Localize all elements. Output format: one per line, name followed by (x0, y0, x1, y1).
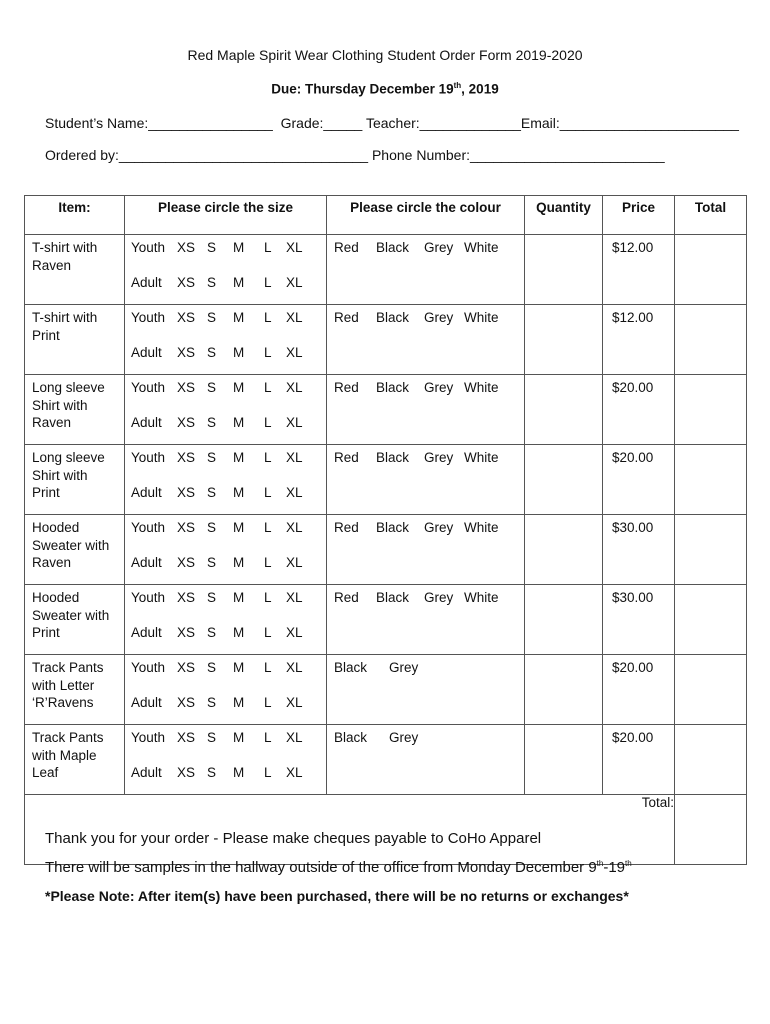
item-name-cell (25, 445, 125, 515)
row-total-field[interactable] (675, 235, 747, 305)
price-cell (603, 515, 675, 585)
size-option[interactable]: L (264, 730, 272, 745)
price-cell (603, 445, 675, 515)
size-group-label: Youth (131, 590, 166, 605)
colour-options-cell (327, 305, 525, 375)
size-option[interactable]: L (264, 450, 272, 465)
row-total-field[interactable] (675, 305, 747, 375)
item-name-line: with Maple (32, 747, 97, 763)
table-row (25, 375, 747, 445)
size-option[interactable]: S (207, 520, 217, 535)
colour-options-cell (327, 655, 525, 725)
size-option[interactable]: S (207, 240, 217, 255)
size-option[interactable]: M (233, 625, 245, 640)
price-value: $20.00 (612, 730, 654, 745)
price-cell (603, 235, 675, 305)
size-group-label: Youth (131, 730, 166, 745)
size-option[interactable]: M (233, 415, 245, 430)
size-option[interactable]: XS (177, 240, 196, 255)
adult-size-row (131, 485, 326, 502)
colour-option[interactable]: White (464, 450, 499, 465)
row-total-field[interactable] (675, 515, 747, 585)
price-value: $12.00 (612, 240, 654, 255)
item-name-line: Print (32, 485, 60, 500)
size-option[interactable]: M (233, 660, 245, 675)
size-option[interactable]: L (264, 660, 272, 675)
row-total-field[interactable] (675, 375, 747, 445)
size-option[interactable]: L (264, 555, 272, 570)
size-option[interactable]: XL (286, 555, 303, 570)
item-name-line: Shirt with (32, 397, 88, 413)
quantity-field[interactable] (525, 445, 603, 515)
size-option[interactable]: XS (177, 765, 196, 780)
header-total: Total (675, 196, 747, 235)
item-name-line: Sweater with (32, 537, 110, 553)
size-option[interactable]: XS (177, 345, 196, 360)
colour-option[interactable]: Grey (424, 450, 454, 465)
size-option[interactable]: S (207, 555, 217, 570)
item-name-line: ‘R’Ravens (32, 695, 94, 710)
size-options-cell (125, 235, 327, 305)
table-row (25, 585, 747, 655)
table-row (25, 725, 747, 795)
price-cell (603, 655, 675, 725)
size-option[interactable]: XS (177, 660, 196, 675)
youth-size-row (131, 660, 326, 677)
colour-option[interactable]: Red (334, 380, 359, 395)
item-name-line: Print (32, 625, 60, 640)
size-group-label: Youth (131, 310, 166, 325)
price-value: $20.00 (612, 380, 654, 395)
size-option[interactable]: L (264, 415, 272, 430)
size-option[interactable]: M (233, 450, 245, 465)
table-row (25, 515, 747, 585)
table-header-row (25, 196, 747, 235)
size-options-cell (125, 725, 327, 795)
size-option[interactable]: XL (286, 415, 303, 430)
size-option[interactable]: XL (286, 695, 303, 710)
item-name-cell (25, 585, 125, 655)
adult-size-row (131, 695, 326, 712)
header-price: Price (603, 196, 675, 235)
size-group-label: Youth (131, 380, 166, 395)
colour-options-cell (327, 725, 525, 795)
size-option[interactable]: S (207, 345, 217, 360)
size-option[interactable]: XL (286, 625, 303, 640)
item-name-line: with Letter (32, 677, 95, 693)
size-option[interactable]: S (207, 730, 217, 745)
size-option[interactable]: S (207, 625, 217, 640)
size-group-label: Adult (131, 695, 162, 710)
colour-option[interactable]: Grey (424, 240, 454, 255)
size-option[interactable]: S (207, 765, 217, 780)
item-name-line: Track Pants (32, 660, 104, 675)
item-name-line: Long sleeve (32, 380, 105, 395)
item-name-line: Raven (32, 555, 72, 570)
size-option[interactable]: L (264, 625, 272, 640)
size-option[interactable]: XL (286, 310, 303, 325)
item-name-cell (25, 235, 125, 305)
size-group-label: Adult (131, 555, 162, 570)
colour-option[interactable]: Black (376, 310, 410, 325)
size-option[interactable]: L (264, 310, 272, 325)
item-name-line: T-shirt with (32, 240, 98, 255)
quantity-field[interactable] (525, 655, 603, 725)
size-option[interactable]: M (233, 765, 245, 780)
price-value: $12.00 (612, 310, 654, 325)
colour-option[interactable]: Grey (424, 520, 454, 535)
item-name-line: Print (32, 327, 60, 343)
size-option[interactable]: L (264, 590, 272, 605)
size-option[interactable]: M (233, 520, 245, 535)
size-option[interactable]: M (233, 730, 245, 745)
grand-total-field[interactable] (675, 795, 747, 865)
form-title: Red Maple Spirit Wear Clothing Student Order Form 2019-2020 (187, 47, 583, 63)
due-date: Due: Thursday December 19th, 2019 (271, 81, 499, 97)
youth-size-row (131, 240, 326, 257)
colour-option[interactable]: Grey (424, 310, 454, 325)
size-option[interactable]: XS (177, 730, 196, 745)
thanks-note: Thank you for your order - Please make cheques payable to CoHo Apparel (45, 830, 542, 847)
size-option[interactable]: XL (286, 450, 303, 465)
size-option[interactable]: XL (286, 660, 303, 675)
table-row (25, 445, 747, 515)
price-value: $30.00 (612, 520, 654, 535)
item-name-line: Leaf (32, 765, 59, 780)
size-option[interactable]: XS (177, 590, 196, 605)
colour-option[interactable]: White (464, 310, 499, 325)
item-name-line: Shirt with (32, 467, 88, 483)
header-colour: Please circle the colour (327, 196, 525, 235)
size-option[interactable]: XL (286, 730, 303, 745)
row-total-field[interactable] (675, 445, 747, 515)
item-name-line: Raven (32, 257, 72, 273)
size-option[interactable]: XL (286, 380, 303, 395)
colour-options-cell (327, 515, 525, 585)
colour-option[interactable]: Grey (424, 590, 454, 605)
item-name-line: Sweater with (32, 607, 110, 623)
quantity-field[interactable] (525, 585, 603, 655)
size-option[interactable]: L (264, 380, 272, 395)
item-name-cell (25, 725, 125, 795)
youth-size-row (131, 730, 326, 747)
size-options-cell (125, 305, 327, 375)
size-option[interactable]: M (233, 555, 245, 570)
price-cell (603, 305, 675, 375)
size-option[interactable]: XS (177, 695, 196, 710)
adult-size-row (131, 275, 326, 292)
size-options-cell (125, 375, 327, 445)
size-option[interactable]: M (233, 590, 245, 605)
ordered-by-line[interactable]: Ordered by:________________________________ Phone Number:_________________________ (45, 147, 665, 163)
grand-total-label: Total: (25, 795, 675, 865)
item-name-line: T-shirt with (32, 310, 98, 325)
quantity-field[interactable] (525, 305, 603, 375)
size-group-label: Adult (131, 415, 162, 430)
colour-option[interactable]: Red (334, 450, 359, 465)
size-option[interactable]: M (233, 695, 245, 710)
size-option[interactable]: M (233, 345, 245, 360)
colour-option[interactable]: Black (376, 590, 410, 605)
colour-options-cell (327, 235, 525, 305)
size-options-cell (125, 655, 327, 725)
youth-size-row (131, 310, 326, 327)
quantity-field[interactable] (525, 235, 603, 305)
colour-options-cell (327, 585, 525, 655)
youth-size-row (131, 450, 326, 467)
student-info-line[interactable]: Student’s Name:________________ Grade:_____ Teacher:_____________Email:_______________________ (45, 115, 739, 131)
adult-size-row (131, 415, 326, 432)
adult-size-row (131, 765, 326, 782)
size-option[interactable]: L (264, 765, 272, 780)
size-option[interactable]: S (207, 275, 217, 290)
size-group-label: Adult (131, 765, 162, 780)
youth-size-row (131, 380, 326, 397)
header-size: Please circle the size (125, 196, 327, 235)
size-options-cell (125, 515, 327, 585)
item-name-cell (25, 375, 125, 445)
colour-option[interactable]: Black (376, 380, 410, 395)
colour-option[interactable]: Red (334, 310, 359, 325)
youth-size-row (131, 520, 326, 537)
colour-option[interactable]: Grey (424, 380, 454, 395)
size-option[interactable]: XL (286, 590, 303, 605)
quantity-field[interactable] (525, 725, 603, 795)
size-option[interactable]: XL (286, 240, 303, 255)
size-option[interactable]: M (233, 240, 245, 255)
row-total-field[interactable] (675, 655, 747, 725)
size-option[interactable]: S (207, 380, 217, 395)
size-option[interactable]: M (233, 275, 245, 290)
size-group-label: Youth (131, 660, 166, 675)
size-options-cell (125, 445, 327, 515)
table-row (25, 305, 747, 375)
size-option[interactable]: XS (177, 520, 196, 535)
price-value: $20.00 (612, 450, 654, 465)
adult-size-row (131, 555, 326, 572)
header-item: Item: (25, 196, 125, 235)
item-name-cell (25, 655, 125, 725)
colour-option[interactable]: White (464, 240, 499, 255)
colour-option[interactable]: Black (376, 240, 410, 255)
size-option[interactable]: S (207, 695, 217, 710)
item-name-line: Track Pants (32, 730, 104, 745)
size-option[interactable]: XL (286, 275, 303, 290)
order-table (24, 195, 747, 865)
price-cell (603, 585, 675, 655)
size-option[interactable]: XS (177, 380, 196, 395)
size-group-label: Youth (131, 240, 166, 255)
table-row (25, 655, 747, 725)
colour-option[interactable]: White (464, 590, 499, 605)
item-name-line: Hooded (32, 520, 80, 535)
size-option[interactable]: S (207, 450, 217, 465)
item-name-line: Long sleeve (32, 450, 105, 465)
price-value: $30.00 (612, 590, 654, 605)
size-options-cell (125, 585, 327, 655)
item-name-cell (25, 305, 125, 375)
size-option[interactable]: XS (177, 555, 196, 570)
size-option[interactable]: M (233, 310, 245, 325)
price-cell (603, 725, 675, 795)
size-group-label: Adult (131, 625, 162, 640)
youth-size-row (131, 590, 326, 607)
size-option[interactable]: XL (286, 345, 303, 360)
size-option[interactable]: S (207, 485, 217, 500)
size-option[interactable]: XL (286, 485, 303, 500)
colour-option[interactable]: Grey (389, 730, 419, 745)
size-option[interactable]: S (207, 415, 217, 430)
quantity-field[interactable] (525, 375, 603, 445)
size-option[interactable]: L (264, 695, 272, 710)
size-option[interactable]: S (207, 660, 217, 675)
size-option[interactable]: XS (177, 310, 196, 325)
size-option[interactable]: XS (177, 485, 196, 500)
table-row (25, 235, 747, 305)
size-option[interactable]: L (264, 520, 272, 535)
size-option[interactable]: L (264, 275, 272, 290)
size-option[interactable]: S (207, 590, 217, 605)
adult-size-row (131, 625, 326, 642)
size-group-label: Adult (131, 275, 162, 290)
size-group-label: Youth (131, 450, 166, 465)
returns-note: *Please Note: After item(s) have been purchased, there will be no returns or exchanges* (45, 888, 629, 904)
size-option[interactable]: S (207, 310, 217, 325)
price-cell (603, 375, 675, 445)
colour-option[interactable]: Black (376, 520, 410, 535)
size-group-label: Youth (131, 520, 166, 535)
size-option[interactable]: M (233, 380, 245, 395)
size-option[interactable]: M (233, 485, 245, 500)
colour-option[interactable]: Red (334, 520, 359, 535)
header-quantity: Quantity (525, 196, 603, 235)
colour-option[interactable]: Black (334, 660, 368, 675)
size-option[interactable]: XS (177, 275, 196, 290)
size-option[interactable]: XS (177, 450, 196, 465)
item-name-line: Hooded (32, 590, 80, 605)
colour-option[interactable]: White (464, 520, 499, 535)
price-value: $20.00 (612, 660, 654, 675)
adult-size-row (131, 345, 326, 362)
size-option[interactable]: XL (286, 520, 303, 535)
size-group-label: Adult (131, 485, 162, 500)
size-option[interactable]: XS (177, 625, 196, 640)
row-total-field[interactable] (675, 585, 747, 655)
samples-note: There will be samples in the hallway outside of the office from Monday December 9th-19th (45, 859, 632, 876)
item-name-cell (25, 515, 125, 585)
colour-option[interactable]: Grey (389, 660, 419, 675)
size-option[interactable]: XS (177, 415, 196, 430)
row-total-field[interactable] (675, 725, 747, 795)
size-option[interactable]: L (264, 240, 272, 255)
colour-option[interactable]: Black (376, 450, 410, 465)
item-name-line: Raven (32, 415, 72, 430)
size-option[interactable]: XL (286, 765, 303, 780)
size-option[interactable]: L (264, 345, 272, 360)
quantity-field[interactable] (525, 515, 603, 585)
colour-options-cell (327, 445, 525, 515)
colour-option[interactable]: Red (334, 590, 359, 605)
colour-option[interactable]: Black (334, 730, 368, 745)
colour-option[interactable]: Red (334, 240, 359, 255)
colour-option[interactable]: White (464, 380, 499, 395)
size-option[interactable]: L (264, 485, 272, 500)
colour-options-cell (327, 375, 525, 445)
size-group-label: Adult (131, 345, 162, 360)
